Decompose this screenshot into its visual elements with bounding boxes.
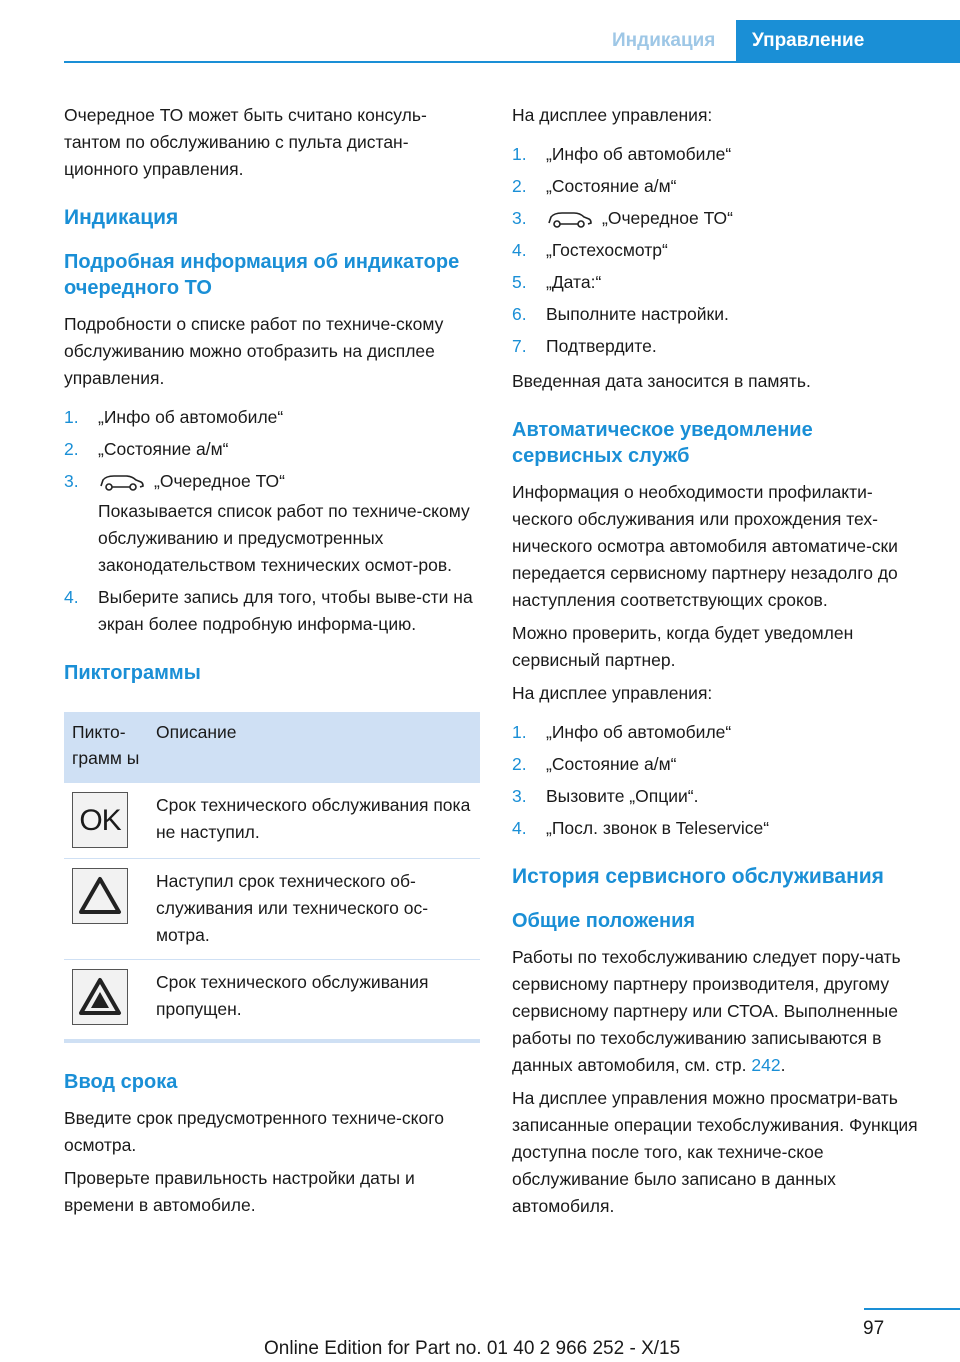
subheading-pictograms: Пиктограммы [64,662,201,684]
subheading-general: Общие положения [512,910,696,932]
table-row [64,783,480,859]
car-service-icon [546,209,592,229]
car-service-icon [98,472,144,492]
auto-paragraph-3: На дисплее управления: [512,683,713,703]
list-item: 3. Вызовите „Опции“. [512,786,699,806]
list-item: 2. „Состояние а/м“ [512,176,677,196]
list-item: 3. „Очередное ТО“ [512,208,733,228]
list-item: 7. Подтвердите. [512,336,657,356]
saved-paragraph: Введенная дата заносится в память. [512,371,811,391]
list-item: 4. Выберите запись для того, чтобы выве-сти на экран более подробную информа-цию. [64,587,473,634]
warning-triangle-icon [72,868,128,924]
subheading-details: Подробная информация об индикаторе очередного ТО [64,251,460,299]
auto-paragraph-1: Информация о необходимости профилакти-ческого обслуживания или прохождения тех-нического осмотра автомобиля автоматиче-ски передается сервисному партнеру незадолго до наступления соответствующих сроков. [512,482,898,610]
header-divider [64,61,960,63]
subheading-date-input: Ввод срока [64,1071,178,1093]
overdue-triangle-icon [72,969,128,1025]
general-paragraph-1: Работы по техобслуживанию следует пору-чать сервисному партнеру производителя, другому сервисному партнеру или СТОА. Выполненные работы по техобслуживанию записываются в данных автомобиля, см. стр. 242. [512,947,901,1075]
header-tab-display: Индикация [612,30,716,51]
table-bottom-rule [64,1039,480,1043]
table-header-pictogram: Пикто-грамм ы [64,712,148,783]
list-item: 2. „Состояние а/м“ [64,439,229,459]
subheading-auto-notify: Автоматическое уведомление сервисных служб [512,419,813,467]
footer-divider [864,1308,960,1310]
page-reference-link[interactable]: 242 [751,1055,781,1075]
table-header-description: Описание [148,712,480,783]
auto-paragraph-2: Можно проверить, когда будет уведомлен сервисный партнер. [512,623,854,670]
table-cell-description: Срок технического обслуживания пока не наступил. [148,783,480,859]
ok-icon: OK [72,792,128,848]
section-heading-display: Индикация [64,206,179,229]
intro-paragraph: Очередное ТО может быть считано консуль-тантом по обслуживанию с пульта дистан-ционного управления. [64,105,427,179]
notify-steps-list [512,719,928,842]
section-heading-history: История сервисного обслуживания [512,865,884,888]
edition-footer: Online Edition for Part no. 01 40 2 966 252 - X/15 [264,1338,681,1359]
left-column [64,102,480,1225]
list-item: 1. „Инфо об автомобиле“ [512,144,732,164]
list-item: 5. „Дата:“ [512,272,602,292]
list-item: 4. „Гостехосмотр“ [512,240,668,260]
table-cell-description: Наступил срок технического об-служивания или технического ос-мотра. [148,859,480,960]
list-item: 4. „Посл. звонок в Teleservice“ [512,818,770,838]
details-steps-list [64,404,480,638]
input-paragraph-1: Введите срок предусмотренного техниче-ского осмотра. [64,1108,444,1155]
list-item: 2. „Состояние а/м“ [512,754,677,774]
table-header-row [64,712,480,783]
list-item: 1. „Инфо об автомобиле“ [64,407,284,427]
pictogram-table [64,712,480,1035]
right-column [512,102,928,1226]
list-item: 1. „Инфо об автомобиле“ [512,722,732,742]
general-paragraph-2: На дисплее управления можно просматри-вать записанные операции техобслуживания. Функция доступна после того, как техниче-ское обслуживание было записано в данных автомобиля. [512,1088,918,1216]
page-number: 97 [863,1318,885,1339]
table-cell-description: Срок технического обслуживания пропущен. [156,972,429,1019]
table-row [64,960,480,1036]
list-item: 3. „Очередное ТО“ Показывается список работ по техниче-скому обслуживанию и предусмотренных законодательством технических осмот-ров. [64,471,470,575]
header-tab-control: Управление [736,20,960,63]
display-intro: На дисплее управления: [512,105,713,125]
list-item: 6. Выполните настройки. [512,304,729,324]
input-paragraph-2: Проверьте правильность настройки даты и времени в автомобиле. [64,1168,415,1215]
date-steps-list [512,141,928,360]
details-paragraph: Подробности о списке работ по техниче-скому обслуживанию можно отобразить на дисплее управления. [64,314,444,388]
table-row [64,859,480,960]
